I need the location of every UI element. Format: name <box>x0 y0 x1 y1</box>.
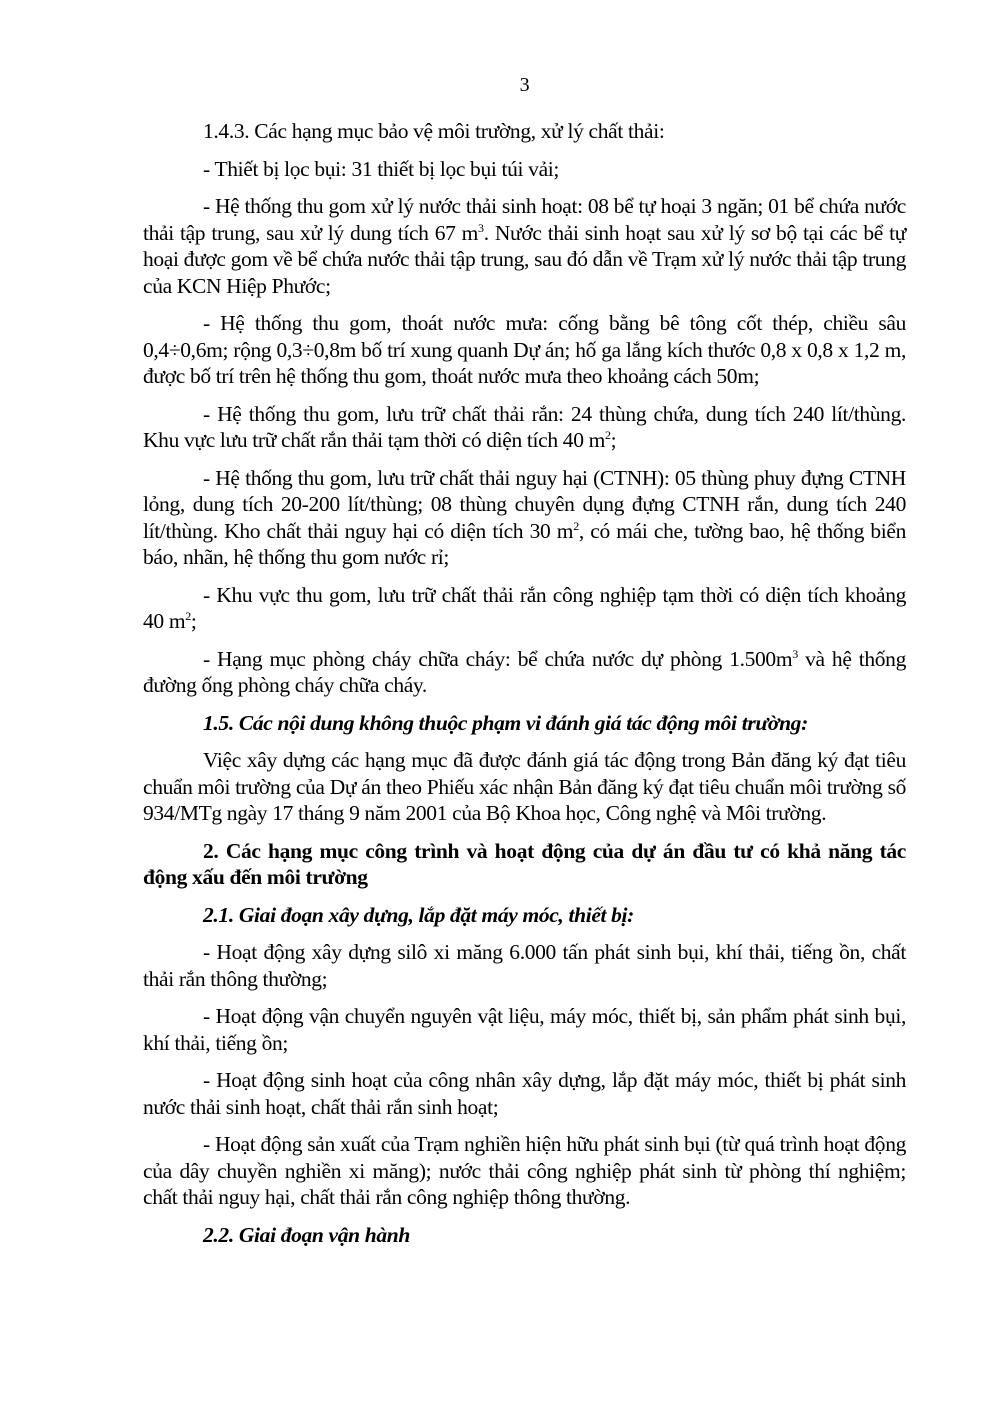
superscript: 2 <box>185 609 191 623</box>
superscript: 2 <box>573 518 579 533</box>
text-segment: - Hệ thống thu gom xử lý nước thải sinh hoạt: 08 bể tự hoại 3 ngăn; 01 bể chứa nước thải tập trung, sau xử lý dung tích 67 m <box>143 194 906 245</box>
page-content <box>143 118 906 1259</box>
text-segment: , có mái che, tường bao, hệ thống biển báo, nhãn, hệ thống thu gom nước rỉ; <box>143 518 906 569</box>
text-segment: - Hệ thống thu gom, lưu trữ chất thải rắn: 24 thùng chứa, dung tích 240 lít/thùng. Khu vực lưu trữ chất rắn thải tạm thời có diện tích 40 m <box>143 401 906 452</box>
section-1-5-body: Việc xây dựng các hạng mục đã được đánh giá tác động trong Bản đăng ký đạt tiêu chuẩn môi trường của Dự án theo Phiếu xác nhận Bản đăng ký đạt tiêu chuẩn môi trường số 934/MTg ngày 17 tháng 9 năm 2001 của Bộ Khoa học, Công nghệ và Môi trường. <box>143 748 906 825</box>
list-item-fire-protection <box>143 646 906 699</box>
page-number: 3 <box>519 74 530 96</box>
list-item-worker-activities: - Hoạt động sinh hoạt của công nhân xây dựng, lắp đặt máy móc, thiết bị phát sinh nước thải sinh hoạt, chất thải rắn sinh hoạt; <box>143 1068 906 1119</box>
list-item-silo-construction: - Hoạt động xây dựng silô xi măng 6.000 tấn phát sinh bụi, khí thải, tiếng ồn, chất thải rắn thông thường; <box>143 940 906 991</box>
text-segment: - Khu vực thu gom, lưu trữ chất thải rắn công nghiệp tạm thời có diện tích khoảng 40 m <box>143 582 906 633</box>
section-2-1-heading: 2.1. Giai đoạn xây dựng, lắp đặt máy móc, thiết bị: <box>203 902 634 927</box>
section-1-4-3-heading: 1.4.3. Các hạng mục bảo vệ môi trường, xử lý chất thải: <box>203 119 665 143</box>
section-2-heading: 2. Các hạng mục công trình và hoạt động của dự án đầu tư có khả năng tác động xấu đến môi trường <box>143 838 906 889</box>
text-segment: ; <box>610 428 617 452</box>
text-segment: - Hệ thống thu gom, lưu trữ chất thải nguy hại (CTNH): 05 thùng phuy đựng CTNH lỏng, dung tích 20-200 lít/thùng; 08 thùng chuyên dụng đựng CTNH rắn, dung tích 240 lít/thùng. Kho chất thải nguy hại có diện tích 30 m <box>143 465 906 543</box>
section-2-2-heading: 2.2. Giai đoạn vận hành <box>203 1222 411 1247</box>
superscript: 3 <box>478 220 484 235</box>
list-item-hazardous-waste <box>143 465 906 571</box>
list-item-domestic-wastewater <box>143 193 906 299</box>
list-item-solid-waste <box>143 401 906 454</box>
list-item-dust-filters: - Thiết bị lọc bụi: 31 thiết bị lọc bụi túi vải; <box>203 156 560 181</box>
text-segment: ; <box>190 609 197 633</box>
section-1-5-heading: 1.5. Các nội dung không thuộc phạm vi đánh giá tác động môi trường: <box>203 710 808 735</box>
text-segment: - Hạng mục phòng cháy chữa cháy: bể chứa nước dự phòng 1.500m <box>203 646 793 671</box>
text-segment: và hệ thống đường ống phòng cháy chữa cháy. <box>143 646 906 697</box>
list-item-stormwater: - Hệ thống thu gom, thoát nước mưa: cống bằng bê tông cốt thép, chiều sâu 0,4÷0,6m; rộng 0,3÷0,8m bố trí xung quanh Dự án; hố ga lắng kích thước 0,8 x 0,8 x 1,2 m, được bố trí trên hệ thống thu gom, thoát nước mưa theo khoảng cách 50m; <box>143 311 906 388</box>
superscript: 2 <box>605 428 611 442</box>
text-segment: . Nước thải sinh hoạt sau xử lý sơ bộ tại các bể tự hoại được gom về bể chứa nước thải tập trung, sau đó dẫn về Trạm xử lý nước thải tập trung của KCN Hiệp Phước; <box>143 220 907 298</box>
list-item-grinding-station: - Hoạt động sản xuất của Trạm nghiền hiện hữu phát sinh bụi (từ quá trình hoạt động của dây chuyền nghiền xi măng); nước thải công nghiệp phát sinh từ phòng thí nghiệm; chất thải nguy hại, chất thải rắn công nghiệp thông thường. <box>143 1132 906 1209</box>
superscript: 3 <box>792 646 798 661</box>
list-item-industrial-waste-area <box>143 582 906 635</box>
list-item-transport: - Hoạt động vận chuyển nguyên vật liệu, máy móc, thiết bị, sản phẩm phát sinh bụi, khí thải, tiếng ồn; <box>143 1004 906 1055</box>
